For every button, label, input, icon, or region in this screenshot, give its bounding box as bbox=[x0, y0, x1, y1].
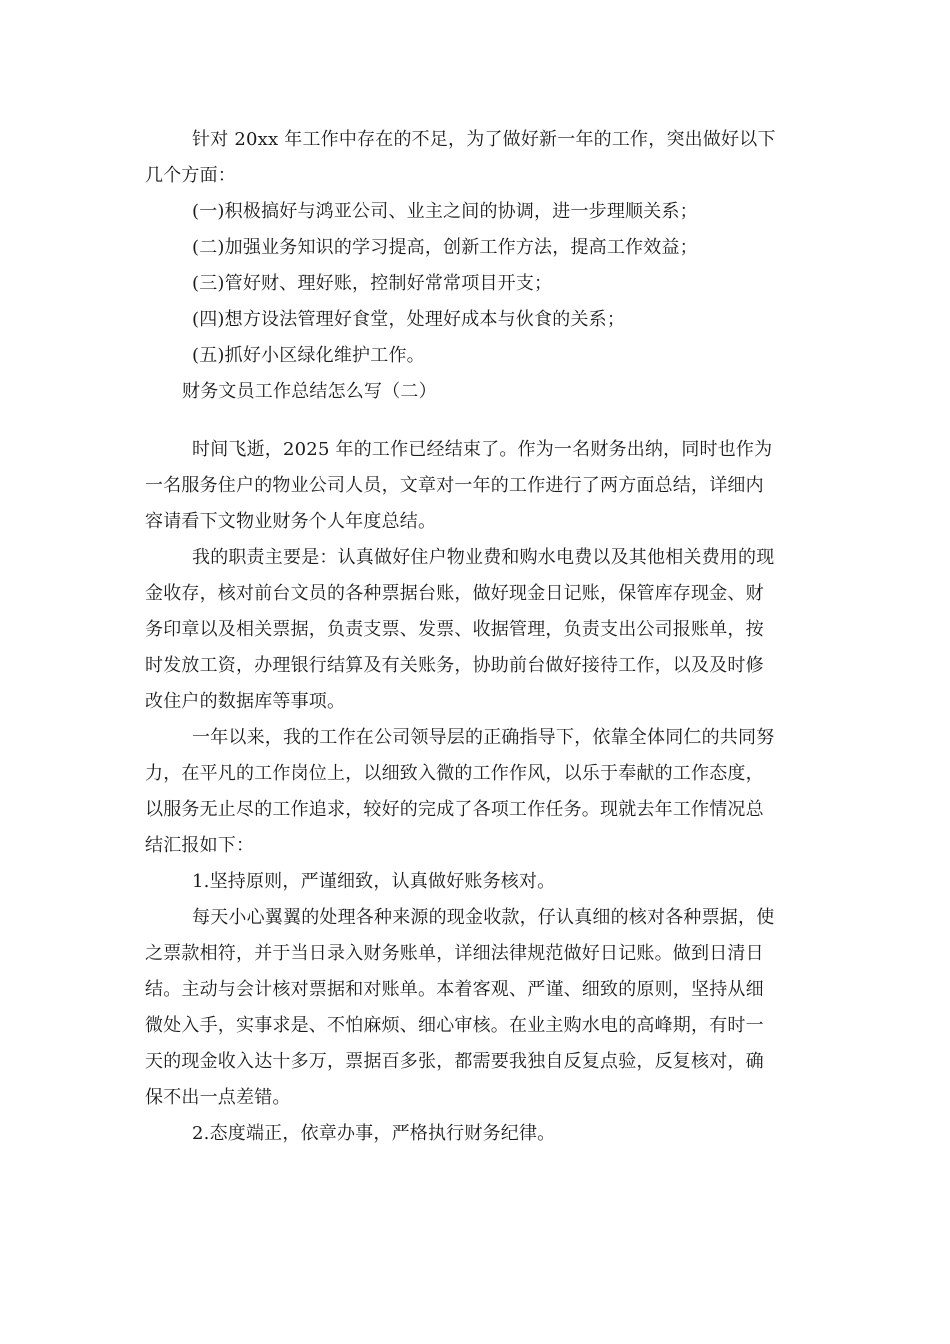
paragraph-line: 一年以来，我的工作在公司领导层的正确指导下，依靠全体同仁的共同努 bbox=[192, 727, 775, 748]
list-item: (五)抓好小区绿化维护工作。 bbox=[192, 345, 425, 366]
paragraph-line: 保不出一点差错。 bbox=[145, 1087, 291, 1108]
intro-line-1: 针对 20xx 年工作中存在的不足，为了做好新一年的工作，突出做好以下 bbox=[192, 129, 776, 150]
point-heading-1: 1.坚持原则，严谨细致，认真做好账务核对。 bbox=[192, 871, 556, 892]
paragraph-line: 之票款相符，并于当日录入财务账单，详细法律规范做好日记账。做到日清日 bbox=[145, 943, 764, 964]
paragraph-line: 微处入手，实事求是、不怕麻烦、细心审核。在业主购水电的高峰期，有时一 bbox=[145, 1015, 764, 1036]
paragraph-line: 以服务无止尽的工作追求，较好的完成了各项工作任务。现就去年工作情况总 bbox=[145, 799, 764, 820]
intro-line-2: 几个方面： bbox=[145, 165, 236, 186]
paragraph-line: 时发放工资，办理银行结算及有关账务，协助前台做好接待工作，以及及时修 bbox=[145, 655, 764, 676]
paragraph-line: 容请看下文物业财务个人年度总结。 bbox=[145, 511, 437, 532]
paragraph-line: 一名服务住户的物业公司人员，文章对一年的工作进行了两方面总结，详细内 bbox=[145, 475, 764, 496]
paragraph-line: 时间飞逝，2025 年的工作已经结束了。作为一名财务出纳，同时也作为 bbox=[192, 439, 773, 460]
paragraph-line: 结。主动与会计核对票据和对账单。本着客观、严谨、细致的原则，坚持从细 bbox=[145, 979, 764, 1000]
paragraph-line: 金收存，核对前台文员的各种票据台账，做好现金日记账，保管库存现金、财 bbox=[145, 583, 764, 604]
list-item: (三)管好财、理好账，控制好常常项目开支； bbox=[192, 273, 553, 294]
paragraph-line: 结汇报如下： bbox=[145, 835, 255, 856]
list-item: (四)想方设法管理好食堂，处理好成本与伙食的关系； bbox=[192, 309, 626, 330]
section-two bbox=[145, 432, 805, 1152]
paragraph-line: 改住户的数据库等事项。 bbox=[145, 691, 346, 712]
paragraph-line: 天的现金收入达十多万，票据百多张，都需要我独自反复点验，反复核对，确 bbox=[145, 1051, 764, 1072]
list-item: (一)积极搞好与鸿亚公司、业主之间的协调，进一步理顺关系； bbox=[192, 201, 698, 222]
paragraph-line: 每天小心翼翼的处理各种来源的现金收款，仔认真细的核对各种票据，使 bbox=[192, 907, 775, 928]
paragraph-line: 务印章以及相关票据，负责支票、发票、收据管理，负责支出公司报账单，按 bbox=[145, 619, 764, 640]
paragraph-line: 力，在平凡的工作岗位上，以细致入微的工作作风，以乐于奉献的工作态度， bbox=[145, 763, 764, 784]
point-heading-2: 2.态度端正，依章办事，严格执行财务纪律。 bbox=[192, 1123, 556, 1144]
section-heading: 财务文员工作总结怎么写（二） bbox=[182, 381, 437, 402]
list-item: (二)加强业务知识的学习提高，创新工作方法，提高工作效益； bbox=[192, 237, 698, 258]
section-one bbox=[145, 122, 805, 410]
paragraph-line: 我的职责主要是：认真做好住户物业费和购水电费以及其他相关费用的现 bbox=[192, 547, 775, 568]
